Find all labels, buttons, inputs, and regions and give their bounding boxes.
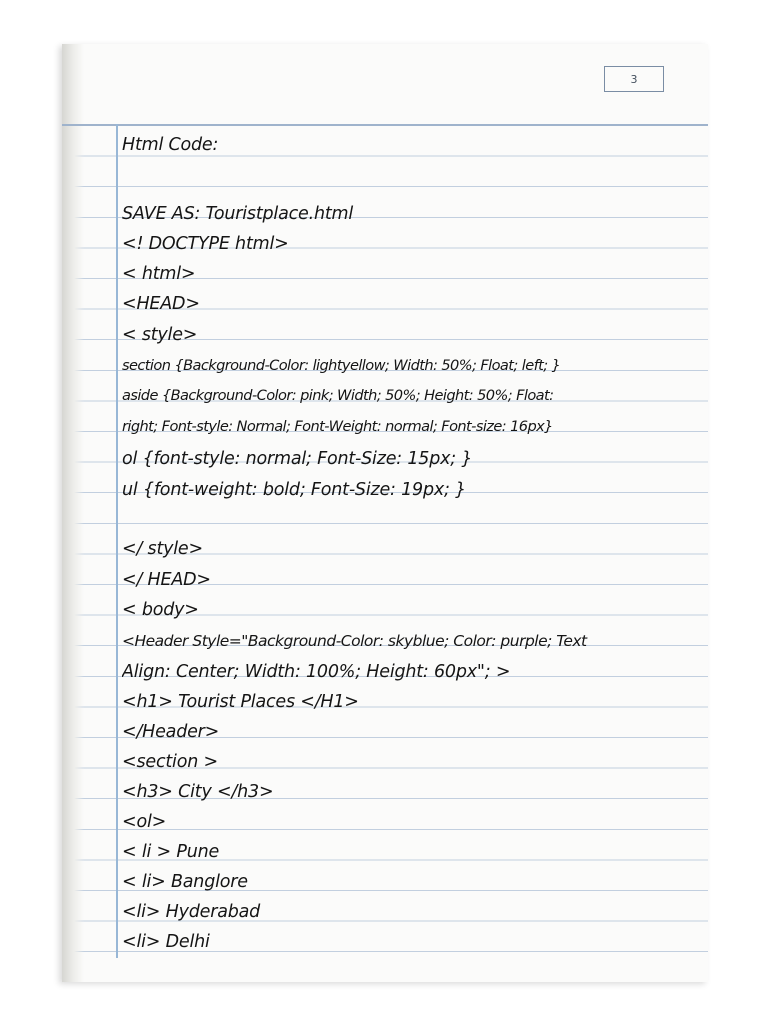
- code-line: <h3> City </h3>: [122, 782, 274, 802]
- code-line: ul {font-weight: bold; Font-Size: 19px; }: [122, 480, 467, 500]
- code-line: <h1> Tourist Places </H1>: [122, 692, 359, 712]
- code-line: <HEAD>: [122, 294, 200, 314]
- notebook-page: [62, 44, 708, 982]
- code-line: <li> Hyderabad: [122, 902, 261, 922]
- code-line: <Header Style="Background-Color: skyblue; Color: purple; Text: [122, 632, 587, 650]
- heading-line: Html Code:: [122, 135, 219, 155]
- header-rule: [62, 124, 708, 126]
- code-line: <ol>: [122, 812, 167, 832]
- code-line: ol {font-style: normal; Font-Size: 15px; }: [122, 449, 473, 469]
- code-line: < li> Banglore: [122, 872, 248, 892]
- code-line: </ HEAD>: [122, 570, 211, 590]
- code-line: right; Font-style: Normal; Font-Weight: normal; Font-size: 16px}: [122, 418, 553, 435]
- code-line: <li> Delhi: [122, 932, 210, 952]
- code-line: < style>: [122, 325, 198, 345]
- code-line: < li > Pune: [122, 842, 220, 862]
- page-binding-shadow: [62, 44, 84, 982]
- code-line: < body>: [122, 600, 199, 620]
- code-line: </ style>: [122, 539, 203, 559]
- save-as-line: SAVE AS: Touristplace.html: [122, 204, 354, 224]
- page-number: 3: [604, 66, 664, 92]
- code-line: < html>: [122, 264, 196, 284]
- code-line: <section >: [122, 752, 218, 772]
- code-line: <! DOCTYPE html>: [122, 234, 289, 254]
- margin-line: [116, 124, 118, 958]
- code-line: Align: Center; Width: 100%; Height: 60px"; >: [122, 662, 511, 682]
- code-line: </Header>: [122, 722, 220, 742]
- code-line: section {Background-Color: lightyellow; Width: 50%; Float; left; }: [122, 357, 561, 374]
- code-line: aside {Background-Color: pink; Width; 50%; Height: 50%; Float:: [122, 387, 554, 404]
